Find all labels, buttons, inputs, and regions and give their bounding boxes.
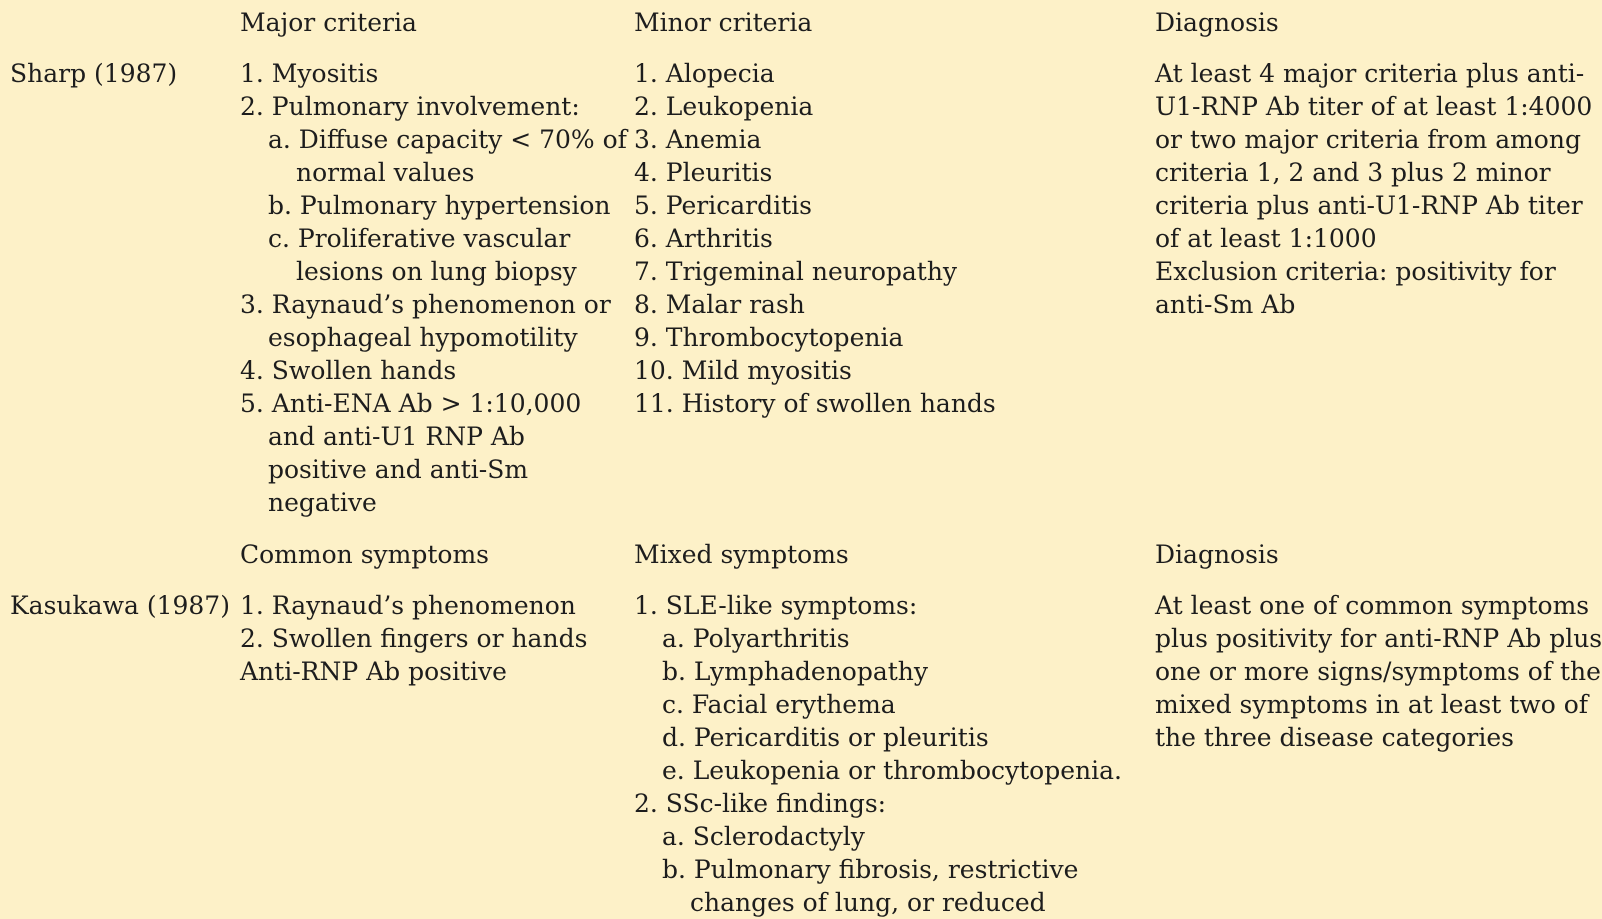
mixed-symptom-subitem: e. Leukopenia or thrombocytopenia. [662, 756, 1122, 785]
mixed-symptom-subitem-cont: changes of lung, or reduced [690, 888, 1046, 917]
mixed-symptom-subitem: b. Lymphadenopathy [662, 657, 929, 686]
header-diagnosis-1: Diagnosis [1155, 8, 1279, 37]
diagnosis-text-kasukawa [1155, 589, 1602, 754]
major-criteria-item: 1. Myositis [240, 59, 379, 88]
major-criteria-item: 3. Raynaud’s phenomenon or [240, 290, 611, 319]
mixed-symptom-subitem: c. Facial erythema [662, 690, 896, 719]
header-minor-criteria: Minor criteria [634, 8, 813, 37]
major-criteria-item-cont: positive and anti-Sm [268, 455, 529, 484]
exclusion-line: Exclusion criteria: positivity for [1155, 257, 1556, 286]
major-criteria-item-cont: esophageal hypomotility [268, 323, 578, 352]
common-symptom-item: 1. Raynaud’s phenomenon [240, 591, 576, 620]
minor-criteria-item: 4. Pleuritis [634, 158, 773, 187]
major-criteria-subitem-cont: lesions on lung biopsy [296, 257, 577, 286]
header-mixed-symptoms: Mixed symptoms [634, 540, 849, 569]
minor-criteria-item: 7. Trigeminal neuropathy [634, 257, 958, 286]
major-criteria-item: 2. Pulmonary involvement: [240, 92, 580, 121]
header-diagnosis-2: Diagnosis [1155, 540, 1279, 569]
common-symptom-item: 2. Swollen fingers or hands [240, 624, 588, 653]
diagnosis-text-sharp [1155, 57, 1592, 321]
diagnosis-line: the three disease categories [1155, 723, 1514, 752]
minor-criteria-item: 10. Mild myositis [634, 356, 852, 385]
major-criteria-item: 5. Anti-ENA Ab > 1:10,000 [240, 389, 582, 418]
minor-criteria-item: 1. Alopecia [634, 59, 775, 88]
mixed-symptom-item: 1. SLE-like symptoms: [634, 591, 918, 620]
major-criteria-item-cont: negative [268, 488, 377, 517]
mixed-symptom-subitem: d. Pericarditis or pleuritis [662, 723, 989, 752]
major-criteria-subitem: b. Pulmonary hypertension [268, 191, 611, 220]
diagnosis-line: mixed symptoms in at least two of [1155, 690, 1588, 719]
major-criteria-item-cont: and anti-U1 RNP Ab [268, 422, 525, 451]
major-criteria-subitem: c. Proliferative vascular [268, 224, 571, 253]
diagnosis-line: one or more signs/symptoms of the [1155, 657, 1601, 686]
diagnosis-line: criteria 1, 2 and 3 plus 2 minor [1155, 158, 1551, 187]
major-criteria-item: 4. Swollen hands [240, 356, 457, 385]
minor-criteria-item: 3. Anemia [634, 125, 762, 154]
major-criteria-subitem: a. Diffuse capacity < 70% of [268, 125, 627, 154]
minor-criteria-item: 2. Leukopenia [634, 92, 814, 121]
diagnosis-line: of at least 1:1000 [1155, 224, 1377, 253]
common-symptom-note: Anti-RNP Ab positive [240, 657, 507, 686]
diagnosis-line: or two major criteria from among [1155, 125, 1581, 154]
mixed-symptoms-list [634, 589, 1122, 919]
row-name-sharp: Sharp (1987) [10, 59, 178, 88]
minor-criteria-list [634, 57, 996, 420]
diagnosis-line: At least one of common symptoms [1155, 591, 1590, 620]
major-criteria-list [240, 57, 627, 519]
minor-criteria-item: 9. Thrombocytopenia [634, 323, 904, 352]
diagnosis-line: criteria plus anti-U1-RNP Ab titer [1155, 191, 1583, 220]
minor-criteria-item: 5. Pericarditis [634, 191, 812, 220]
mixed-symptom-item: 2. SSc-like findings: [634, 789, 887, 818]
mixed-symptom-subitem: b. Pulmonary fibrosis, restrictive [662, 855, 1079, 884]
diagnosis-line: At least 4 major criteria plus anti- [1155, 59, 1585, 88]
minor-criteria-item: 11. History of swollen hands [634, 389, 996, 418]
mixed-symptom-subitem: a. Polyarthritis [662, 624, 850, 653]
diagnosis-line: U1-RNP Ab titer of at least 1:4000 [1155, 92, 1593, 121]
minor-criteria-item: 6. Arthritis [634, 224, 773, 253]
header-common-symptoms: Common symptoms [240, 540, 489, 569]
header-major-criteria: Major criteria [240, 8, 417, 37]
mixed-symptom-subitem: a. Sclerodactyly [662, 822, 865, 851]
minor-criteria-item: 8. Malar rash [634, 290, 805, 319]
row-name-kasukawa: Kasukawa (1987) [10, 591, 230, 620]
exclusion-line: anti-Sm Ab [1155, 290, 1296, 319]
common-symptoms-list [240, 589, 587, 688]
diagnosis-line: plus positivity for anti-RNP Ab plus [1155, 624, 1602, 653]
major-criteria-subitem-cont: normal values [296, 158, 475, 187]
